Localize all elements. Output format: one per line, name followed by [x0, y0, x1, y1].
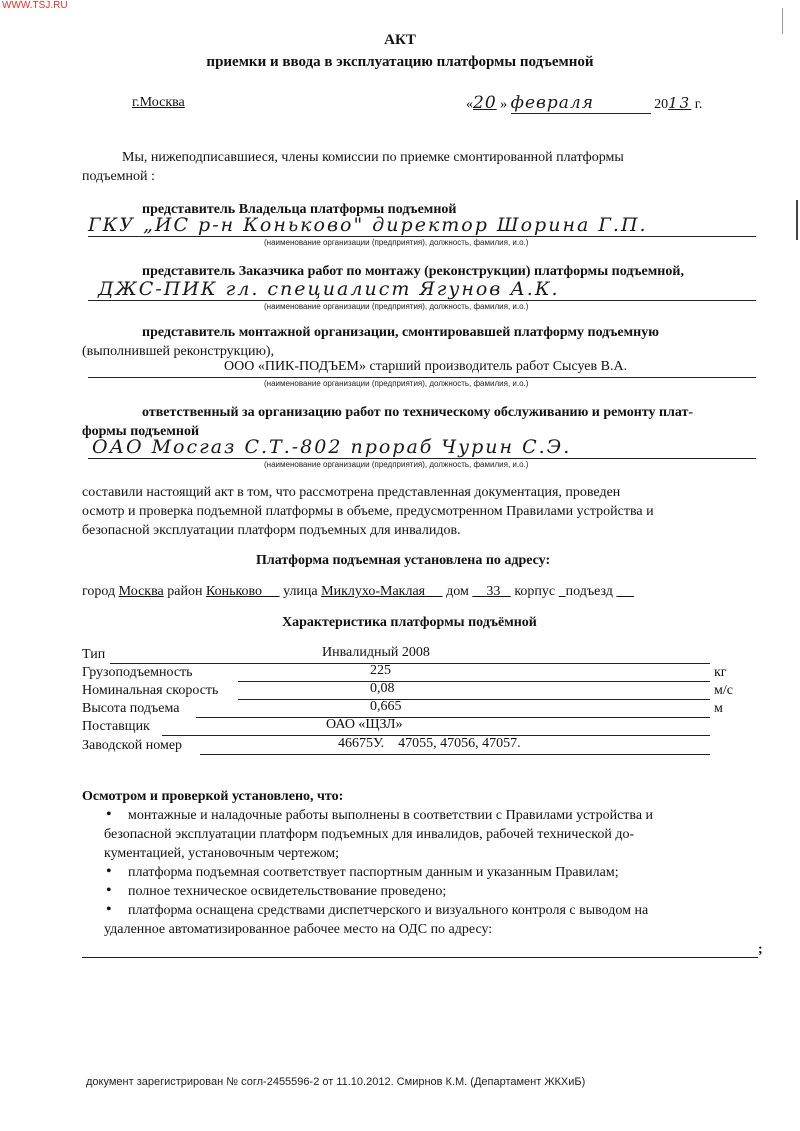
address-entrance-label: подъезд: [565, 584, 613, 599]
maintenance-label-2: формы подъемной: [82, 424, 200, 439]
bullet-2: •: [106, 863, 112, 880]
document-title: АКТ: [384, 32, 416, 48]
char-capacity-line: [238, 681, 710, 682]
char-height-unit: м: [714, 701, 723, 716]
char-supplier-label: Поставщик: [82, 719, 150, 734]
char-type-value: Инвалидный 2008: [322, 645, 430, 660]
address-heading: Платформа подъемная установлена по адресу:: [256, 553, 551, 568]
maintenance-label-1: ответственный за организацию работ по техническому обслуживанию и ремонту плат-: [142, 405, 694, 420]
char-height-line: [196, 717, 710, 718]
maintenance-caption: (наименование организации (предприятия), должность, фамилия, и.о.): [264, 460, 529, 469]
owner-handwritten: ГКУ „ИС р-н Коньково" директор Шорина Г.П.: [88, 214, 648, 236]
maintenance-handwritten: ОАО Мосгаз С.Т.-802 прораб Чурин С.Э.: [92, 436, 572, 458]
bullet-1: •: [106, 806, 112, 823]
inspection-b1-line-1: монтажные и наладочные работы выполнены в соответствии с Правилами устройства и: [128, 808, 654, 823]
owner-line: [88, 236, 756, 237]
statement-line-3: безопасной эксплуатации платформ подъемных для инвалидов.: [82, 523, 461, 538]
owner-label: представитель Владельца платформы подъемной: [142, 202, 457, 217]
address-entrance-field: [616, 584, 634, 599]
address-district-label: район: [167, 584, 203, 599]
customer-label: представитель Заказчика работ по монтажу (реконструкции) платформы подъемной,: [142, 264, 684, 279]
customer-handwritten: ДЖС-ПИК гл. специалист Ягунов А.К.: [98, 278, 560, 300]
address-building-label: корпус: [514, 584, 556, 599]
date-open-quote: «: [466, 97, 473, 112]
date-month: февраля: [511, 93, 651, 114]
char-capacity-label: Грузоподъемность: [82, 665, 193, 680]
owner-caption: (наименование организации (предприятия), должность, фамилия, и.о.): [264, 238, 529, 247]
customer-caption: (наименование организации (предприятия), должность, фамилия, и.о.): [264, 302, 529, 311]
address-city-label: город: [82, 584, 116, 599]
installer-line: [88, 377, 756, 378]
char-serial-label: Заводской номер: [82, 738, 183, 753]
scan-edge-top-right: [782, 8, 783, 34]
inspection-heading: Осмотром и проверкой установлено, что:: [82, 789, 344, 804]
installer-caption: (наименование организации (предприятия), должность, фамилия, и.о.): [264, 379, 529, 388]
inspection-b4-line-1: платформа оснащена средствами диспетчерского и визуального контроля с выводом на: [128, 903, 649, 918]
installer-value: ООО «ПИК-ПОДЪЕМ» старший производитель работ Сысуев В.А.: [224, 359, 628, 374]
customer-line: [88, 300, 756, 301]
date-year-suffix: 13: [668, 94, 692, 112]
registration-footer: документ зарегистрирован № согл-2455596-2 от 11.10.2012. Смирнов К.М. (Департамент ЖКХиБ): [86, 1076, 586, 1088]
watermark: WWW.TSJ.RU: [2, 0, 68, 11]
date-year-unit: г.: [694, 97, 703, 112]
address-building-field: [559, 584, 566, 599]
address-house: 33: [486, 584, 501, 599]
installer-label-2: (выполнившей реконструкцию),: [82, 344, 275, 359]
address-street-pad: [425, 584, 443, 599]
char-speed-line: [238, 699, 710, 700]
city-value: г.Москва: [132, 95, 185, 110]
char-speed-label: Номинальная скорость: [82, 683, 219, 698]
statement-line-2: осмотр и проверка подъемной платформы в объеме, предусмотренном Правилами устройства и: [82, 504, 654, 519]
char-speed-value: 0,08: [370, 681, 395, 696]
char-type-label: Тип: [82, 647, 106, 662]
intro-line-1: Мы, нижеподписавшиеся, члены комиссии по приемке смонтированной платформы: [122, 150, 624, 165]
characteristics-heading: Характеристика платформы подъёмной: [282, 615, 537, 630]
char-type-line: [110, 663, 710, 664]
char-capacity-unit: кг: [714, 665, 727, 680]
inspection-b3: полное техническое освидетельствование проведено;: [128, 884, 447, 899]
inspection-b4-line-2: удаленное автоматизированное рабочее место на ОДС по адресу:: [104, 922, 493, 937]
scan-edge-right: [796, 200, 798, 240]
address-house-label: дом: [446, 584, 469, 599]
char-serial-line: [200, 754, 710, 755]
char-speed-unit: м/с: [714, 683, 733, 698]
date: [466, 93, 702, 114]
address-city: Москва: [118, 584, 164, 599]
char-serial-value: 46675У. 47055, 47056, 47057.: [338, 736, 521, 751]
char-height-value: 0,665: [370, 699, 402, 714]
maintenance-line: [88, 458, 756, 459]
date-close-quote: »: [500, 97, 508, 112]
date-day: 20: [473, 93, 497, 113]
date-year-prefix: 20: [654, 97, 669, 112]
document-subtitle: приемки и ввода в эксплуатацию платформы подъемной: [206, 54, 594, 70]
inspection-b2: платформа подъемная соответствует паспортным данным и указанным Правилам;: [128, 865, 619, 880]
char-supplier-value: ОАО «ЩЗЛ»: [326, 717, 403, 732]
statement-line-1: составили настоящий акт в том, что рассмотрена представленная документация, проведен: [82, 485, 621, 500]
address-district-pad: [262, 584, 280, 599]
inspection-b1-line-2: безопасной эксплуатации платформ подъемных для инвалидов, рабочей технической до-: [104, 827, 635, 842]
address-line: [82, 584, 634, 600]
char-capacity-value: 225: [370, 663, 391, 678]
address-house-field: [472, 584, 511, 599]
address-district: Коньково: [205, 584, 263, 599]
inspection-b1-line-3: кументацией, установочным чертежом;: [104, 846, 340, 861]
intro-line-2: подъемной :: [82, 169, 155, 184]
inspection-b4-end: ;: [758, 942, 763, 957]
bullet-3: •: [106, 882, 112, 899]
bullet-4: •: [106, 901, 112, 918]
address-street-label: улица: [283, 584, 318, 599]
city: [132, 95, 185, 111]
address-street: Миклухо-Маклая: [321, 584, 426, 599]
inspection-address-line: [82, 957, 758, 958]
char-height-label: Высота подъема: [82, 701, 180, 716]
installer-label: представитель монтажной организации, смонтировавшей платформу подъемную: [142, 325, 659, 340]
